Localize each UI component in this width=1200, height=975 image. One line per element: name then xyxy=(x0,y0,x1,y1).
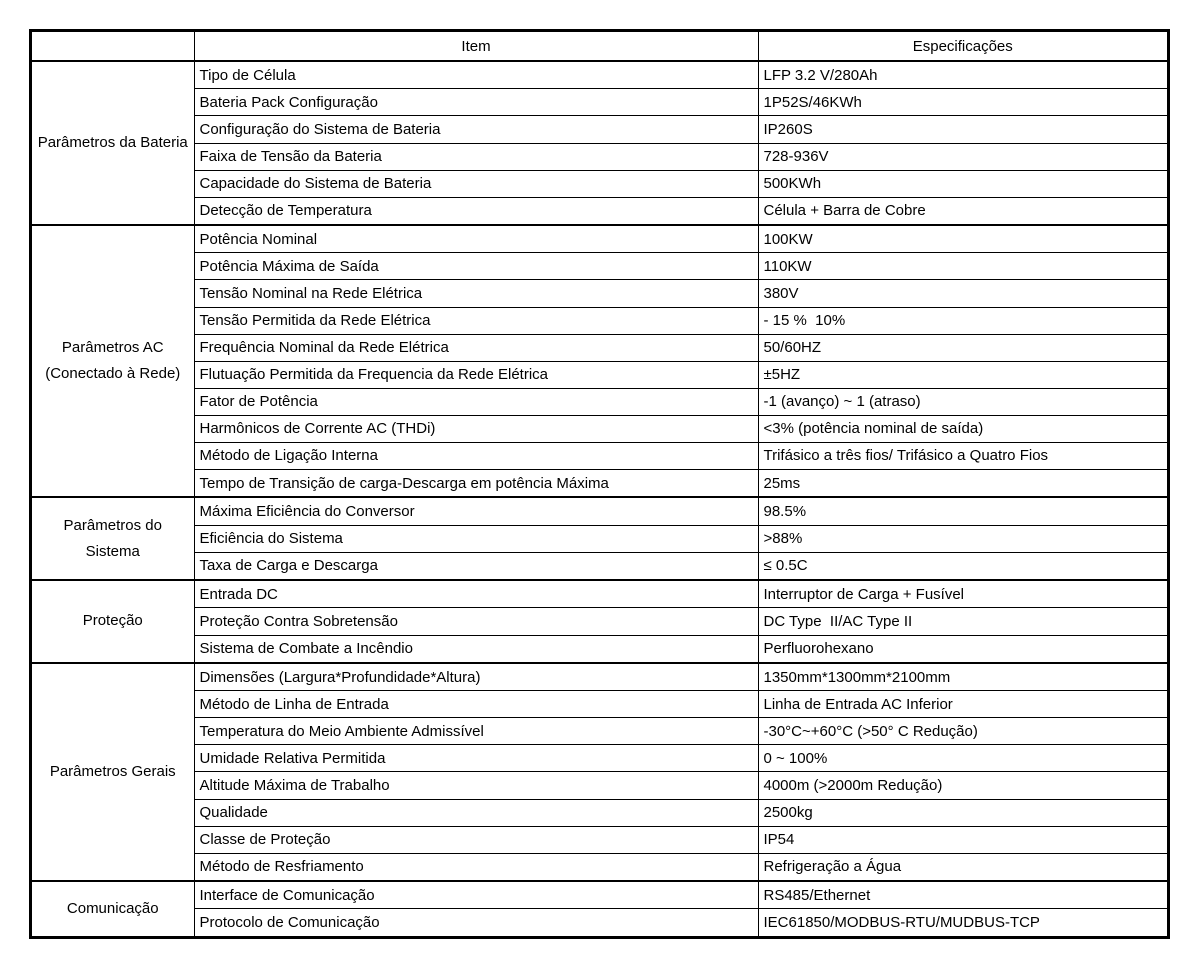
item-cell: Faixa de Tensão da Bateria xyxy=(194,143,758,170)
category-cell: Parâmetros Gerais xyxy=(31,663,194,881)
table-row xyxy=(31,663,1168,691)
table-row xyxy=(31,415,1168,442)
table-row xyxy=(31,718,1168,745)
spec-cell: DC Type II/AC Type II xyxy=(758,608,1168,635)
item-cell: Potência Nominal xyxy=(194,225,758,253)
table-row xyxy=(31,608,1168,635)
spec-cell: 110KW xyxy=(758,253,1168,280)
table-row xyxy=(31,691,1168,718)
spec-cell: Interruptor de Carga + Fusível xyxy=(758,580,1168,608)
table-row xyxy=(31,799,1168,826)
spec-cell: - 15 % 10% xyxy=(758,307,1168,334)
item-cell: Capacidade do Sistema de Bateria xyxy=(194,170,758,197)
item-cell: Flutuação Permitida da Frequencia da Rede Elétrica xyxy=(194,361,758,388)
spec-cell: 100KW xyxy=(758,225,1168,253)
table-row xyxy=(31,745,1168,772)
item-cell: Configuração do Sistema de Bateria xyxy=(194,116,758,143)
item-column-header: Item xyxy=(194,31,758,61)
item-cell: Qualidade xyxy=(194,799,758,826)
table-row xyxy=(31,635,1168,663)
item-cell: Frequência Nominal da Rede Elétrica xyxy=(194,334,758,361)
spec-cell: >88% xyxy=(758,525,1168,552)
spec-cell: LFP 3.2 V/280Ah xyxy=(758,61,1168,89)
table-row xyxy=(31,525,1168,552)
table-row xyxy=(31,881,1168,909)
table-row xyxy=(31,89,1168,116)
spec-cell: ≤ 0.5C xyxy=(758,552,1168,580)
item-cell: Temperatura do Meio Ambiente Admissível xyxy=(194,718,758,745)
category-cell: Parâmetros do Sistema xyxy=(31,497,194,580)
spec-cell: -30°C~+60°C (>50° C Redução) xyxy=(758,718,1168,745)
table-row xyxy=(31,197,1168,225)
item-cell: Proteção Contra Sobretensão xyxy=(194,608,758,635)
spec-cell: Célula + Barra de Cobre xyxy=(758,197,1168,225)
item-cell: Harmônicos de Corrente AC (THDi) xyxy=(194,415,758,442)
table-row xyxy=(31,826,1168,853)
table-row xyxy=(31,388,1168,415)
spec-cell: 4000m (>2000m Redução) xyxy=(758,772,1168,799)
spec-cell: RS485/Ethernet xyxy=(758,881,1168,909)
table-row xyxy=(31,442,1168,469)
table-row xyxy=(31,772,1168,799)
table-row xyxy=(31,361,1168,388)
table-row xyxy=(31,334,1168,361)
table-row xyxy=(31,61,1168,89)
category-cell: Comunicação xyxy=(31,881,194,937)
category-cell: Proteção xyxy=(31,580,194,663)
item-cell: Método de Resfriamento xyxy=(194,853,758,881)
item-cell: Bateria Pack Configuração xyxy=(194,89,758,116)
spec-cell: Refrigeração a Água xyxy=(758,853,1168,881)
spec-cell: 2500kg xyxy=(758,799,1168,826)
spec-cell: IP260S xyxy=(758,116,1168,143)
table-row xyxy=(31,469,1168,497)
spec-cell: 500KWh xyxy=(758,170,1168,197)
item-cell: Taxa de Carga e Descarga xyxy=(194,552,758,580)
spec-cell: 25ms xyxy=(758,469,1168,497)
table-row xyxy=(31,116,1168,143)
item-cell: Dimensões (Largura*Profundidade*Altura) xyxy=(194,663,758,691)
specifications-table xyxy=(30,30,1169,938)
spec-cell: 98.5% xyxy=(758,497,1168,525)
item-cell: Fator de Potência xyxy=(194,388,758,415)
spec-cell: 728-936V xyxy=(758,143,1168,170)
item-cell: Potência Máxima de Saída xyxy=(194,253,758,280)
table-row xyxy=(31,225,1168,253)
item-cell: Entrada DC xyxy=(194,580,758,608)
item-cell: Método de Linha de Entrada xyxy=(194,691,758,718)
spec-cell: 1350mm*1300mm*2100mm xyxy=(758,663,1168,691)
spec-cell: Trifásico a três fios/ Trifásico a Quatro Fios xyxy=(758,442,1168,469)
table-row xyxy=(31,552,1168,580)
item-cell: Método de Ligação Interna xyxy=(194,442,758,469)
table-row xyxy=(31,307,1168,334)
table-row xyxy=(31,170,1168,197)
spec-cell: 1P52S/46KWh xyxy=(758,89,1168,116)
item-cell: Máxima Eficiência do Conversor xyxy=(194,497,758,525)
item-cell: Eficiência do Sistema xyxy=(194,525,758,552)
item-cell: Umidade Relativa Permitida xyxy=(194,745,758,772)
item-cell: Protocolo de Comunicação xyxy=(194,909,758,937)
spec-cell: 50/60HZ xyxy=(758,334,1168,361)
item-cell: Interface de Comunicação xyxy=(194,881,758,909)
spec-cell: IP54 xyxy=(758,826,1168,853)
spec-cell: Perfluorohexano xyxy=(758,635,1168,663)
header-row xyxy=(31,31,1168,61)
table-row xyxy=(31,909,1168,937)
spec-cell: ±5HZ xyxy=(758,361,1168,388)
item-cell: Sistema de Combate a Incêndio xyxy=(194,635,758,663)
spec-cell: -1 (avanço) ~ 1 (atraso) xyxy=(758,388,1168,415)
spec-cell: 0 ~ 100% xyxy=(758,745,1168,772)
table-row xyxy=(31,143,1168,170)
spec-cell: 380V xyxy=(758,280,1168,307)
item-cell: Altitude Máxima de Trabalho xyxy=(194,772,758,799)
item-cell: Detecção de Temperatura xyxy=(194,197,758,225)
table-body xyxy=(31,61,1168,937)
category-cell: Parâmetros da Bateria xyxy=(31,61,194,225)
spec-cell: <3% (potência nominal de saída) xyxy=(758,415,1168,442)
spec-cell: IEC61850/MODBUS-RTU/MUDBUS-TCP xyxy=(758,909,1168,937)
item-cell: Tensão Permitida da Rede Elétrica xyxy=(194,307,758,334)
table-row xyxy=(31,497,1168,525)
table-row xyxy=(31,280,1168,307)
item-cell: Tipo de Célula xyxy=(194,61,758,89)
item-cell: Tempo de Transição de carga-Descarga em potência Máxima xyxy=(194,469,758,497)
spec-cell: Linha de Entrada AC Inferior xyxy=(758,691,1168,718)
category-cell: Parâmetros AC (Conectado à Rede) xyxy=(31,225,194,497)
table-row xyxy=(31,253,1168,280)
category-column-header xyxy=(31,31,194,61)
table-row xyxy=(31,580,1168,608)
item-cell: Classe de Proteção xyxy=(194,826,758,853)
item-cell: Tensão Nominal na Rede Elétrica xyxy=(194,280,758,307)
spec-column-header: Especificações xyxy=(758,31,1168,61)
table-row xyxy=(31,853,1168,881)
